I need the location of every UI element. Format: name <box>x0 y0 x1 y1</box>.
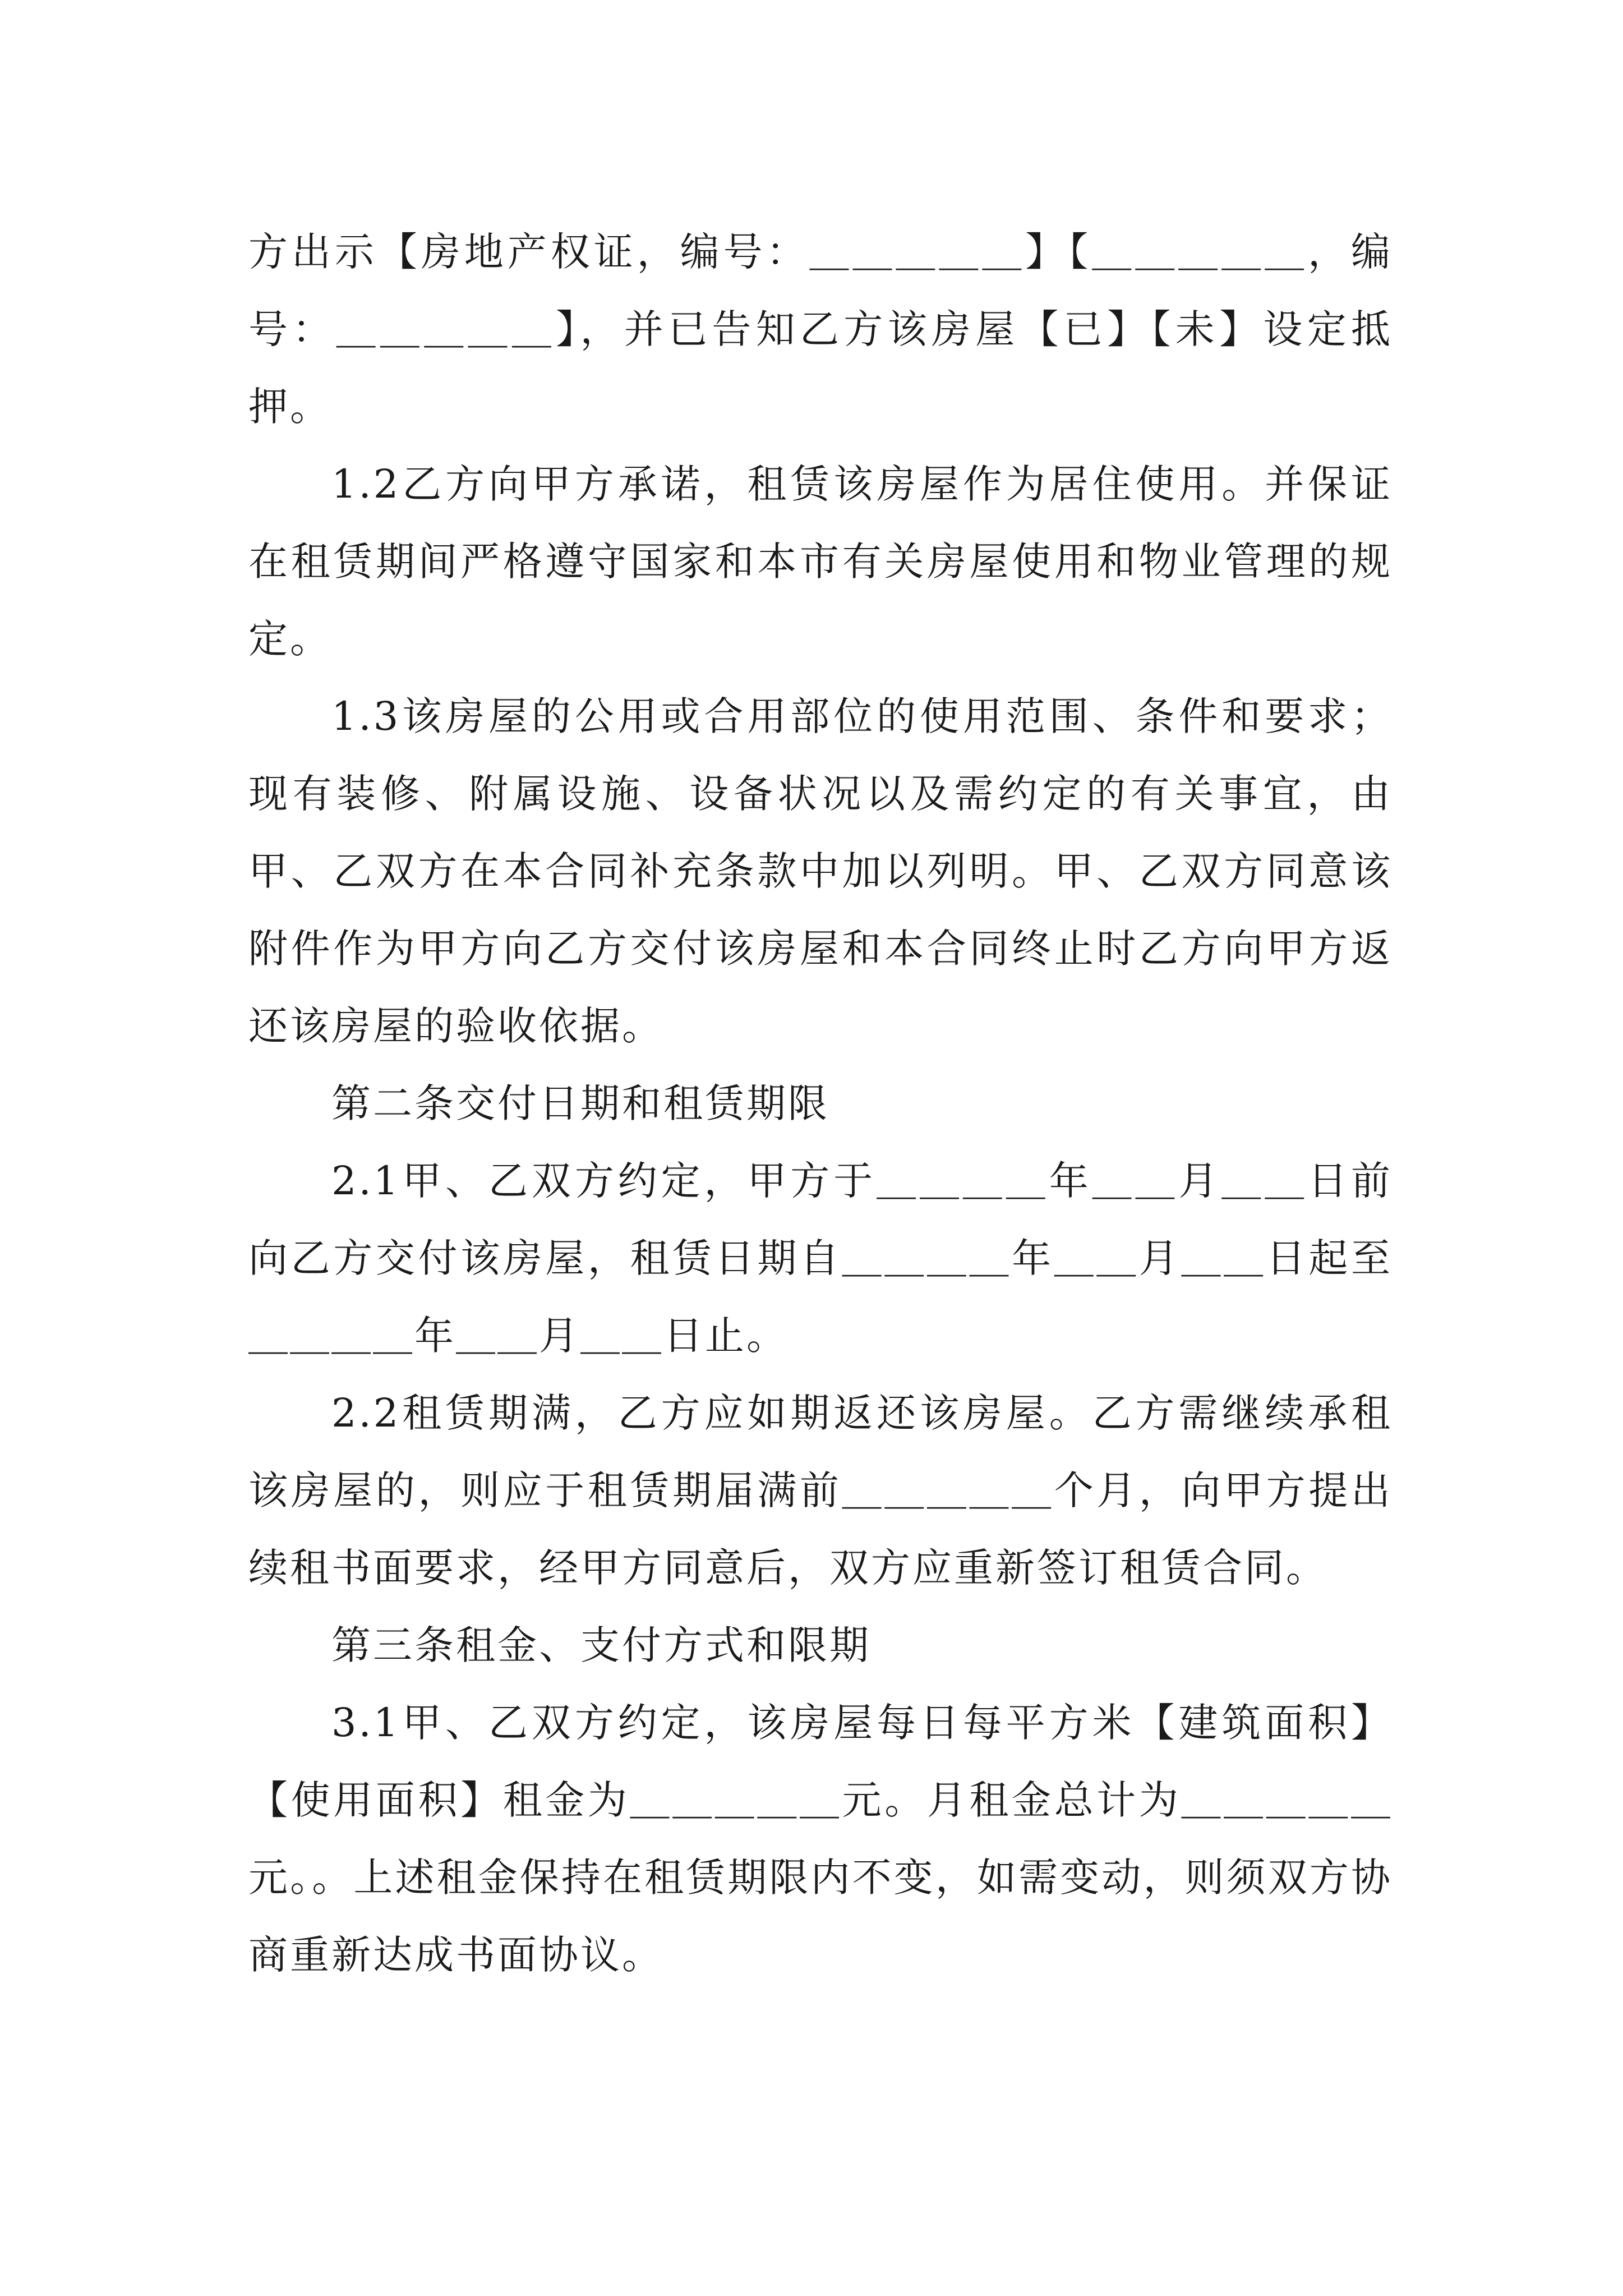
heading-article-2: 第二条交付日期和租赁期限 <box>331 1080 829 1126</box>
heading-article-3: 第三条租金、支付方式和限期 <box>331 1622 871 1668</box>
paragraph-clause-1-3: 1.3该房屋的公用或合用部位的使用范围、条件和要求；现有装修、附属设施、设备状况以及需约定的有关事宜，由甲、乙双方在本合同补充条款中加以列明。甲、乙双方同意该附件作为甲方向乙方交付该房屋和本合同终止时乙方向甲方返还该房屋的验收依据。 <box>248 693 1393 1049</box>
paragraph-clause-2-2: 2.2租赁期满，乙方应如期返还该房屋。乙方需继续承租该房屋的，则应于租赁期届满前＿＿＿＿＿个月，向甲方提出续租书面要求，经甲方同意后，双方应重新签订租赁合同。 <box>248 1390 1393 1591</box>
paragraph-clause-3-1: 3.1甲、乙双方约定，该房屋每日每平方米【建筑面积】【使用面积】租金为＿＿＿＿＿元。月租金总计为＿＿＿＿＿元。。上述租金保持在租赁期限内不变，如需变动，则须双方协商重新达成书面协议。 <box>248 1700 1393 1978</box>
paragraph-property-certificate: 方出示【房地产权证，编号：＿＿＿＿＿】【＿＿＿＿＿，编号：＿＿＿＿＿】，并已告知乙方该房屋【已】【未】设定抵押。 <box>248 229 1393 430</box>
document-page <box>248 213 1393 1994</box>
paragraph-clause-2-1: 2.1甲、乙双方约定，甲方于＿＿＿＿年＿＿月＿＿日前向乙方交付该房屋，租赁日期自＿＿＿＿年＿＿月＿＿日起至＿＿＿＿年＿＿月＿＿日止。 <box>248 1158 1393 1359</box>
paragraph-clause-1-2: 1.2乙方向甲方承诺，租赁该房屋作为居住使用。并保证在租赁期间严格遵守国家和本市有关房屋使用和物业管理的规定。 <box>248 461 1393 662</box>
